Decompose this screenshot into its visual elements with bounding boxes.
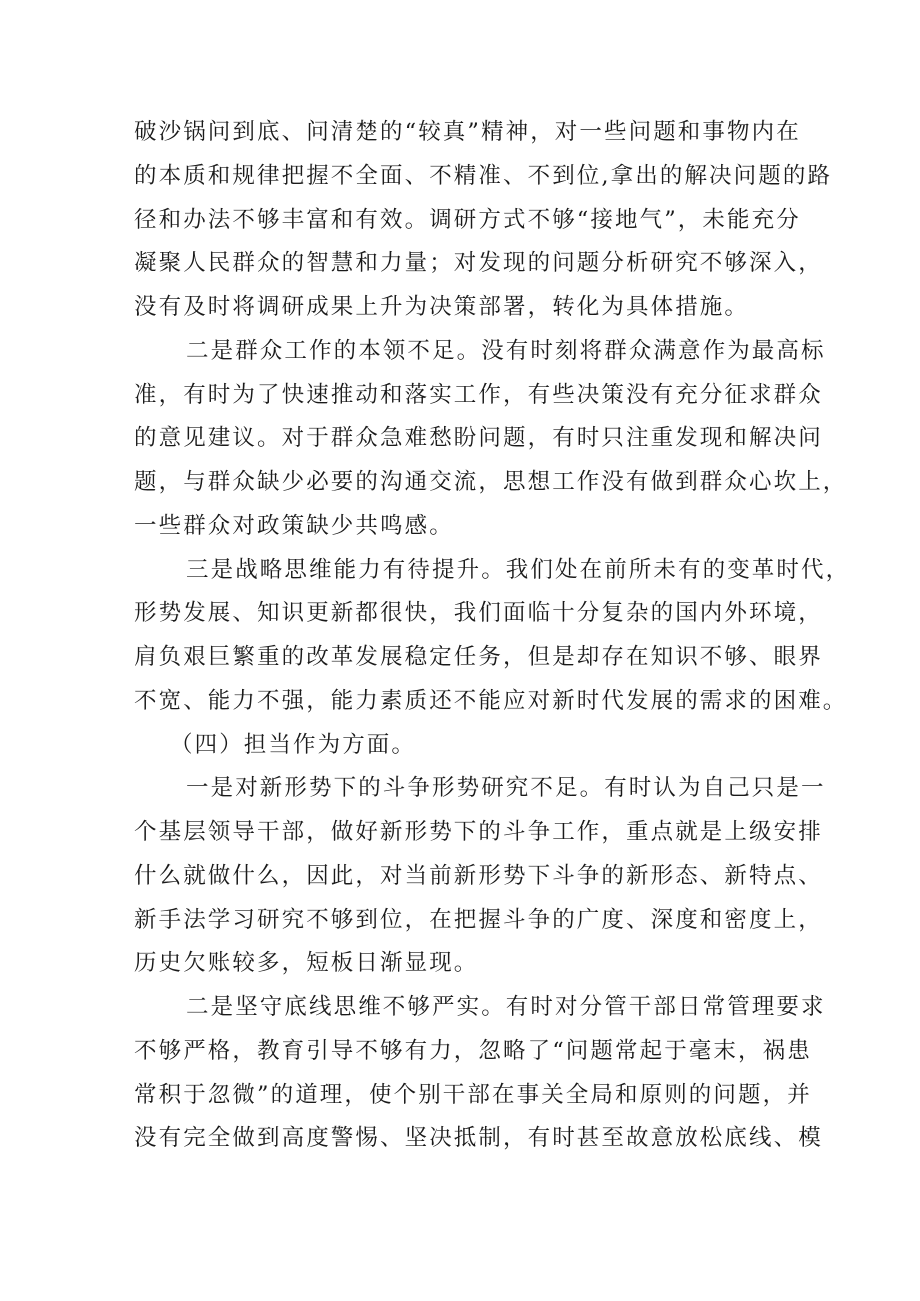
paragraph-first-line: 一是对新形势下的斗争形势研究不足。有时认为自己只是一 [186,775,826,802]
text-line: 常积于忽微”的道理，使个别干部在事关全局和原则的问题，并 [134,1081,812,1108]
text-line: 形势发展、知识更新都很快，我们面临十分复杂的国内外环境， [134,600,823,627]
paragraph-first-line: 二是坚守底线思维不够严实。有时对分管干部日常管理要求 [186,994,826,1020]
text-line: 新手法学习研究不够到位，在把握斗争的广度、深度和密度上， [134,906,823,933]
text-line: 准，有时为了快速推动和落实工作，有些决策没有充分征求群众 [134,381,823,408]
text-line: 历史欠账较多，短板日渐显现。 [134,950,479,977]
text-line: 径和办法不够丰富和有效。调研方式不够“接地气”，未能充分 [134,206,801,233]
text-line: 个基层领导干部，做好新形势下的斗争工作，重点就是上级安排 [134,819,823,845]
text-line: 不宽、能力不强，能力素质还不能应对新时代发展的需求的困难。 [134,687,848,714]
document-body [134,111,851,1161]
text-line: 没有及时将调研成果上升为决策部署，转化为具体措施。 [134,294,750,320]
text-line: 没有完全做到高度警惕、坚决抵制，有时甚至故意放松底线、模 [134,1125,823,1152]
paragraph-first-line: 二是群众工作的本领不足。没有时刻将群众满意作为最高标 [186,337,826,364]
text-line: 破沙锅问到底、问清楚的“较真”精神，对一些问题和事物内在 [134,119,801,145]
text-line: 的意见建议。对于群众急难愁盼问题，有时只注重发现和解决问 [134,425,823,452]
text-line: 什么就做什么，因此，对当前新形势下斗争的新形态、新特点、 [134,862,823,889]
text-line: 题，与群众缺少必要的沟通交流，思想工作没有做到群众心坎上， [134,469,848,495]
text-line: 凝聚人民群众的智慧和力量；对发现的问题分析研究不够深入， [134,250,823,277]
text-line: 的本质和规律把握不全面、不精准、不到位,拿出的解决问题的路 [134,162,833,189]
paragraph-first-line: 三是战略思维能力有待提升。我们处在前所未有的变革时代， [186,556,851,583]
text-line: 肩负艰巨繁重的改革发展稳定任务，但是却存在知识不够、眼界 [134,644,823,670]
text-line: 一些群众对政策缺少共鸣感。 [134,512,454,539]
section-heading: （四）担当作为方面。 [170,731,417,758]
text-line: 不够严格，教育引导不够有力，忽略了“问题常起于毫末，祸患 [134,1037,812,1064]
